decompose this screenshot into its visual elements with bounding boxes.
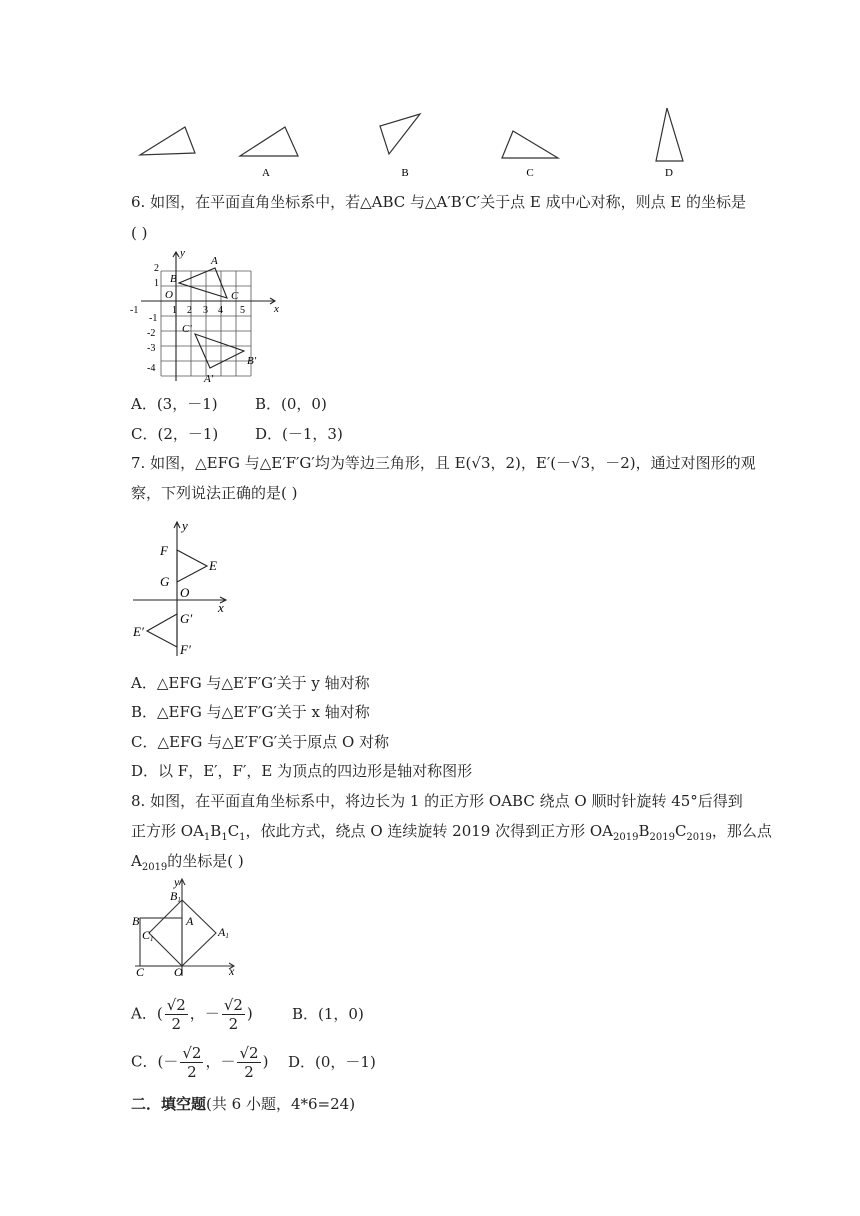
q6-option-a: A．(3，－1) — [131, 395, 218, 413]
svg-text:y: y — [174, 876, 180, 889]
q8-option-b: B．(1，0) — [292, 1005, 364, 1023]
q8-stem-line1: 8. 如图，在平面直角坐标系中，将边长为 1 的正方形 OABC 绕点 O 顺时针旋转 45°后得到 — [131, 792, 743, 810]
svg-text:-1: -1 — [130, 305, 139, 316]
label-d: D — [665, 167, 673, 179]
svg-text:B′: B′ — [247, 355, 257, 367]
q6-stem: 6. 如图，在平面直角坐标系中，若△ABC 与△A′B′C′关于点 E 成中心对称，则点 E 的坐标是 — [131, 193, 747, 211]
svg-text:-2: -2 — [147, 328, 156, 339]
triangle-efg — [177, 550, 207, 582]
triangle-abc-prime — [195, 334, 244, 368]
svg-text:A: A — [211, 255, 218, 267]
svg-text:1: 1 — [172, 305, 177, 316]
svg-text:A: A — [186, 914, 194, 928]
svg-text:F′: F′ — [180, 642, 191, 657]
svg-text:E′: E′ — [133, 624, 144, 639]
q8-figure — [130, 876, 240, 981]
svg-text:x: x — [229, 964, 235, 978]
svg-text:-1: -1 — [149, 313, 158, 324]
q7-stem: 7. 如图，△EFG 与△E′F′G′均为等边三角形，且 E(√3，2)，E′(－√3，－2)，通过对图形的观 — [131, 454, 756, 472]
triangle-b — [380, 114, 420, 154]
svg-text:F: F — [160, 543, 168, 558]
q8-option-c: C．(－ $\frac{√2}{2}$ ，－ $\frac{√2}{2}$ ) — [131, 1044, 269, 1081]
q6-coordinate-figure — [127, 244, 287, 386]
svg-text:y: y — [180, 247, 185, 259]
q7-option-c: C．△EFG 与△E′F′G′关于原点 O 对称 — [131, 733, 390, 751]
svg-text:G: G — [160, 574, 170, 589]
svg-text:A′: A′ — [204, 373, 214, 385]
svg-text:C1: C1 — [142, 928, 154, 943]
q6-option-c: C．(2，－1) — [131, 425, 219, 443]
svg-text:O: O — [165, 289, 173, 301]
q7-option-b: B．△EFG 与△E′F′G′关于 x 轴对称 — [131, 703, 370, 721]
q6-paren: ( ) — [131, 224, 148, 242]
q8-option-a: A．( $\frac{√2}{2}$ ，－ $\frac{√2}{2}$ ) — [131, 996, 253, 1033]
svg-text:A1: A1 — [218, 925, 229, 940]
svg-text:-4: -4 — [147, 363, 156, 374]
svg-text:1: 1 — [154, 278, 159, 289]
svg-text:C: C — [231, 290, 239, 302]
svg-text:x: x — [218, 600, 224, 615]
triangle-d — [656, 108, 683, 161]
svg-text:E: E — [209, 558, 217, 573]
q6-option-b: B．(0，0) — [255, 395, 327, 413]
q6-option-d: D．(－1，3) — [255, 425, 343, 443]
q8-option-d: D．(0，－1) — [288, 1053, 376, 1071]
svg-text:2: 2 — [187, 305, 192, 316]
q7-figure — [128, 516, 238, 658]
q8-stem-line2: 正方形 $OA_1B_1C_1$，依此方式，绕点 O 连续旋转 2019 次得到正方形 $OA_{2019}B_{2019}C_{2019}$，那么点 — [131, 822, 772, 843]
svg-text:O: O — [174, 965, 183, 979]
svg-text:3: 3 — [203, 305, 208, 316]
svg-text:O: O — [180, 585, 190, 600]
q7-stem-line2: 察，下列说法正确的是( ) — [131, 484, 298, 502]
svg-text:B1: B1 — [170, 889, 181, 904]
q7-option-d: D．以 F，E′，F′，E 为顶点的四边形是轴对称图形 — [131, 762, 473, 780]
q8-stem-line3: $A_{2019}$的坐标是( ) — [131, 852, 244, 873]
svg-text:2: 2 — [154, 263, 159, 274]
q7-option-a: A．△EFG 与△E′F′G′关于 y 轴对称 — [131, 674, 370, 692]
original-triangle — [140, 127, 195, 155]
svg-text:B: B — [170, 273, 177, 285]
label-c: C — [526, 167, 534, 179]
triangle-abc — [179, 268, 227, 298]
square-oabc — [140, 918, 182, 966]
svg-text:C: C — [136, 965, 145, 979]
label-a: A — [262, 167, 270, 179]
svg-text:-3: -3 — [147, 343, 156, 354]
triangle-options-figure — [130, 100, 730, 182]
svg-text:C′: C′ — [182, 323, 192, 335]
svg-text:5: 5 — [240, 305, 245, 316]
triangle-a — [240, 127, 298, 156]
triangle-efg-prime — [147, 614, 177, 647]
svg-text:G′: G′ — [180, 611, 193, 626]
svg-text:B: B — [132, 914, 140, 928]
label-b: B — [401, 167, 409, 179]
triangle-c — [502, 131, 558, 158]
section2-heading: 二．填空题(共 6 小题，4*6=24) — [131, 1095, 356, 1113]
svg-text:x: x — [274, 303, 279, 315]
svg-text:4: 4 — [218, 305, 223, 316]
svg-text:y: y — [182, 518, 188, 533]
